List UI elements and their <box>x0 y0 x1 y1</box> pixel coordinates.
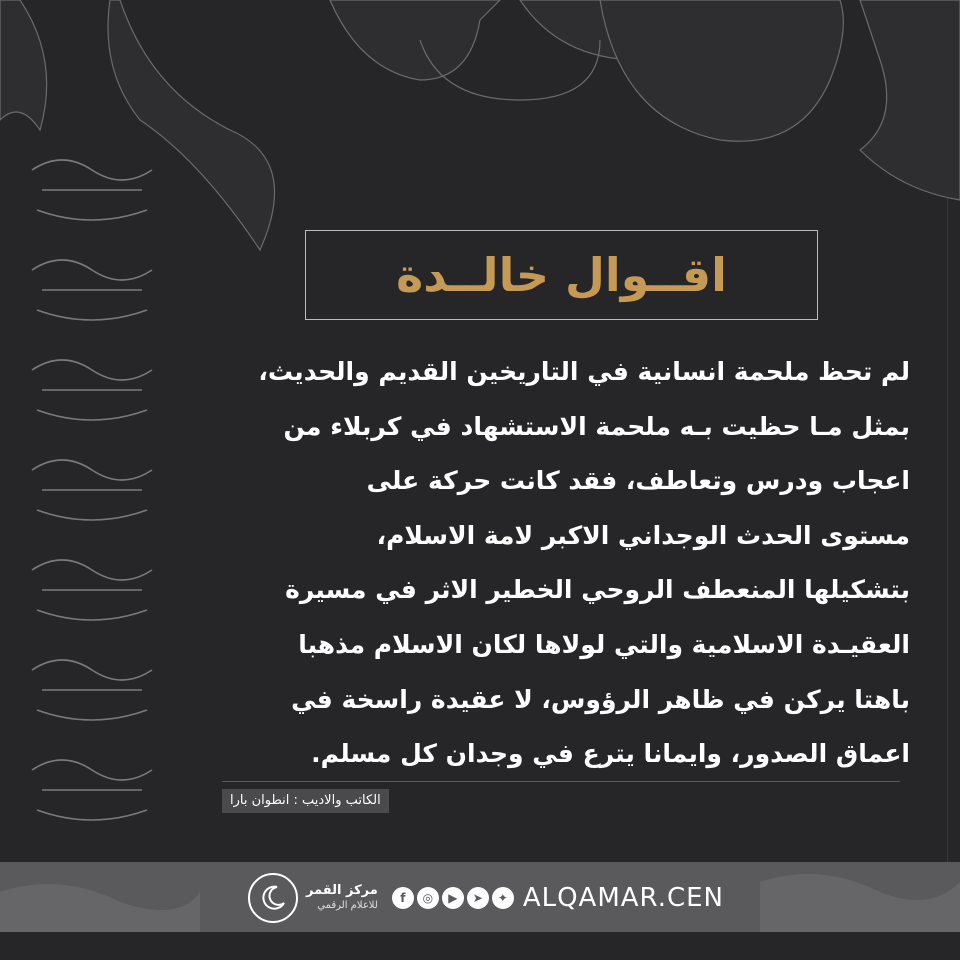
divider <box>222 781 900 782</box>
instagram-icon[interactable]: ◎ <box>417 887 439 909</box>
footer-bottom-strip <box>0 932 960 960</box>
moon-logo-icon <box>258 883 288 913</box>
quote-line: بمثل مـا حظيت بـه ملحمة الاستشهاد في كربلاء من <box>283 411 910 441</box>
quote-line: مستوى الحدث الوجداني الاكبر لامة الاسلام، <box>376 520 910 550</box>
brand-handle[interactable]: ALQAMAR.CEN <box>522 883 724 913</box>
social-icons <box>392 887 517 909</box>
page-title: اقــوال خالــدة <box>396 248 727 302</box>
twitter-icon[interactable]: ✦ <box>492 887 514 909</box>
quote-line: اعجاب ودرس وتعاطف، فقد كانت حركة على <box>366 466 910 496</box>
youtube-icon[interactable]: ▶ <box>442 887 464 909</box>
facebook-icon[interactable]: f <box>392 887 414 909</box>
calligraphy-decoration-side <box>22 150 162 850</box>
quote-line: بتشكيلها المنعطف الروحي الخطير الاثر في مسيرة <box>285 575 910 605</box>
title-box <box>305 230 818 320</box>
quote-line: لم تحظ ملحمة انسانية في التاريخين القديم والحديث، <box>258 357 910 386</box>
quote-line: اعماق الصدور، وايمانا يترع في وجدان كل مسلم. <box>311 739 910 769</box>
author-attribution: الكاتب والاديب : انطوان بارا <box>222 789 389 813</box>
quote-text <box>215 345 910 782</box>
quote-line: باهتا يركن في ظاهر الرؤوس، لا عقيدة راسخة في <box>291 684 910 714</box>
brand-name: مركز القمر <box>306 883 378 898</box>
brand-text <box>306 883 378 913</box>
brand-block <box>248 870 724 926</box>
telegram-icon[interactable]: ➤ <box>467 887 489 909</box>
brand-logo[interactable] <box>248 873 298 923</box>
brand-subtitle: للاعلام الرقمي <box>317 900 378 911</box>
quote-line: العقيـدة الاسلامية والتي لولاها لكان الاسلام مذهبا <box>298 629 910 659</box>
